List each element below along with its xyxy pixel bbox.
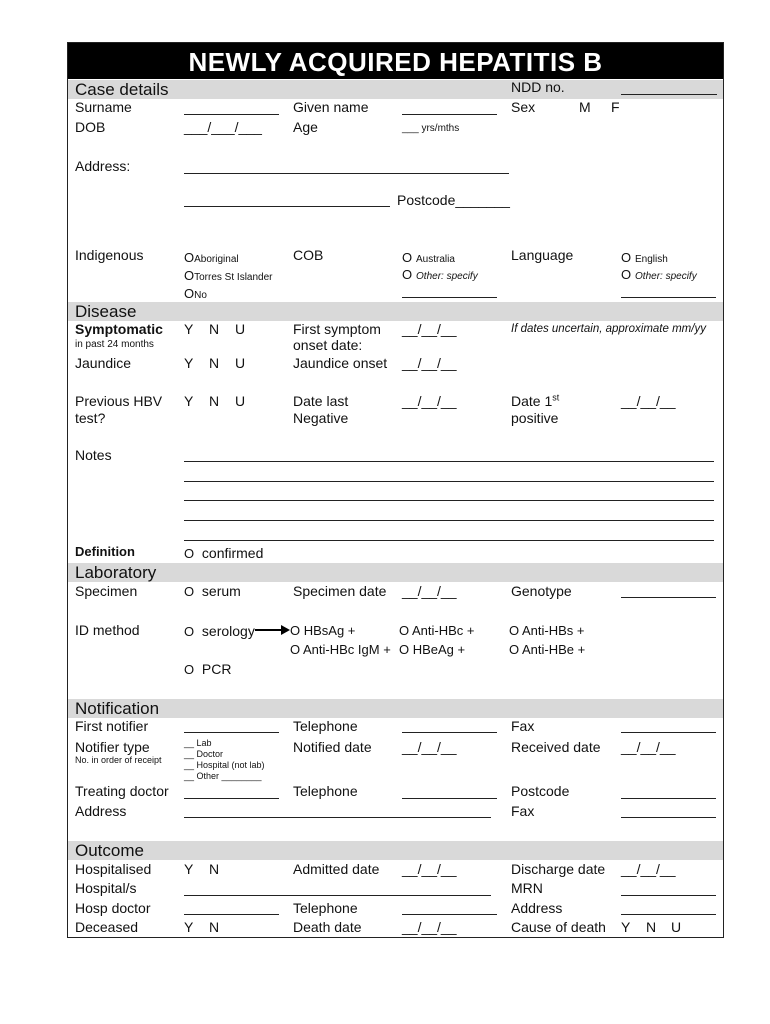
hbeag-option[interactable]: O HBeAg + bbox=[399, 642, 466, 657]
language-other-field[interactable] bbox=[621, 297, 716, 298]
notifier-option-lab[interactable]: __ Lab bbox=[184, 738, 212, 748]
cob-other-field[interactable] bbox=[402, 297, 497, 298]
hospitals-field[interactable] bbox=[184, 895, 491, 896]
uncertain-dates-note: If dates uncertain, approximate mm/yy bbox=[511, 323, 706, 335]
date-last-negative-label-2: Negative bbox=[293, 410, 349, 426]
indigenous-option-torres[interactable]: OTorres St Islander bbox=[184, 268, 273, 283]
hosp-telephone-label: Telephone bbox=[293, 900, 358, 916]
first-notifier-label: First notifier bbox=[75, 718, 149, 734]
anti-hbs-option[interactable]: O Anti-HBs + bbox=[509, 623, 585, 638]
given-name-field[interactable] bbox=[402, 114, 497, 115]
surname-field[interactable] bbox=[184, 114, 279, 115]
id-method-label: ID method bbox=[75, 622, 140, 638]
treating-doctor-field[interactable] bbox=[184, 798, 279, 799]
section-header-notification: Notification bbox=[68, 699, 723, 718]
jaundice-onset-date-field[interactable]: __/__/__ bbox=[402, 355, 457, 371]
first-symptom-label-2: onset date: bbox=[293, 337, 363, 353]
admitted-date-label: Admitted date bbox=[293, 861, 380, 877]
arrow-right-icon bbox=[255, 623, 291, 637]
cob-option-australia[interactable]: O Australia bbox=[402, 250, 455, 265]
death-date-label: Death date bbox=[293, 919, 362, 935]
symptomatic-u[interactable]: U bbox=[235, 321, 246, 337]
symptomatic-sublabel: in past 24 months bbox=[75, 339, 154, 350]
doctor-postcode-label: Postcode bbox=[511, 783, 570, 799]
notifier-option-hospital[interactable]: __ Hospital (not lab) bbox=[184, 760, 265, 770]
section-header-disease: Disease bbox=[68, 302, 723, 321]
cause-of-death-n[interactable]: N bbox=[646, 919, 657, 935]
hospitalised-n[interactable]: N bbox=[209, 861, 220, 877]
notifier-option-doctor[interactable]: __ Doctor bbox=[184, 749, 224, 759]
specimen-date-field[interactable]: __/__/__ bbox=[402, 583, 457, 599]
doctor-fax-field[interactable] bbox=[621, 817, 716, 818]
section-header-outcome: Outcome bbox=[68, 841, 723, 860]
notifier-type-label: Notifier type bbox=[75, 739, 150, 755]
indigenous-label: Indigenous bbox=[75, 247, 144, 263]
anti-hbe-option[interactable]: O Anti-HBe + bbox=[509, 642, 586, 657]
previous-hbv-label: Previous HBV bbox=[75, 393, 163, 409]
doctor-postcode-field[interactable] bbox=[621, 798, 716, 799]
ndd-label: NDD no. bbox=[511, 79, 565, 95]
mrn-label: MRN bbox=[511, 880, 543, 896]
hosp-telephone-field[interactable] bbox=[402, 914, 497, 915]
previous-hbv-y[interactable]: Y bbox=[184, 393, 194, 409]
doctor-telephone-label: Telephone bbox=[293, 783, 358, 799]
symptomatic-n[interactable]: N bbox=[209, 321, 220, 337]
language-label: Language bbox=[511, 247, 574, 263]
hbsag-option[interactable]: O HBsAg + bbox=[290, 623, 356, 638]
symptomatic-label: Symptomatic bbox=[75, 321, 163, 337]
hosp-address-label: Address bbox=[511, 900, 563, 916]
hosp-doctor-field[interactable] bbox=[184, 914, 279, 915]
previous-hbv-n[interactable]: N bbox=[209, 393, 220, 409]
jaundice-u[interactable]: U bbox=[235, 355, 246, 371]
hospitalised-label: Hospitalised bbox=[75, 861, 152, 877]
doctor-address-field[interactable] bbox=[184, 817, 491, 818]
cause-of-death-u[interactable]: U bbox=[671, 919, 682, 935]
jaundice-y[interactable]: Y bbox=[184, 355, 194, 371]
notifier-telephone-label: Telephone bbox=[293, 718, 358, 734]
hospitalised-y[interactable]: Y bbox=[184, 861, 194, 877]
pcr-option[interactable]: O PCR bbox=[184, 661, 232, 677]
section-header-laboratory: Laboratory bbox=[68, 563, 723, 582]
address-label: Address: bbox=[75, 158, 131, 174]
previous-hbv-u[interactable]: U bbox=[235, 393, 246, 409]
genotype-field[interactable] bbox=[621, 597, 716, 598]
date-last-negative-label: Date last bbox=[293, 393, 349, 409]
postcode-label[interactable]: Postcode_______ bbox=[397, 192, 510, 208]
notifier-option-other[interactable]: __ Other ________ bbox=[184, 771, 262, 781]
language-option-english[interactable]: O English bbox=[621, 250, 668, 265]
date-first-positive-label: Date 1st bbox=[511, 392, 560, 409]
serology-option[interactable]: O serology bbox=[184, 623, 255, 639]
genotype-label: Genotype bbox=[511, 583, 572, 599]
received-date-field[interactable]: __/__/__ bbox=[621, 739, 676, 755]
cause-of-death-label: Cause of death bbox=[511, 919, 606, 935]
indigenous-option-no[interactable]: ONo bbox=[184, 286, 207, 301]
hosp-address-field[interactable] bbox=[621, 914, 716, 915]
dob-field[interactable]: ___/___/___ bbox=[184, 119, 262, 135]
sex-m-option[interactable]: M bbox=[579, 99, 591, 115]
deceased-n[interactable]: N bbox=[209, 919, 220, 935]
address-line-2[interactable] bbox=[184, 206, 390, 207]
ndd-field[interactable] bbox=[621, 94, 717, 95]
notified-date-label: Notified date bbox=[293, 739, 372, 755]
anti-hbc-igm-option[interactable]: O Anti-HBc IgM + bbox=[290, 642, 391, 657]
mrn-field[interactable] bbox=[621, 895, 716, 896]
discharge-date-label: Discharge date bbox=[511, 861, 606, 877]
surname-label: Surname bbox=[75, 99, 132, 115]
age-field[interactable]: ___ yrs/mths bbox=[402, 123, 460, 134]
discharge-date-field[interactable]: __/__/__ bbox=[621, 861, 676, 877]
received-date-label: Received date bbox=[511, 739, 601, 755]
jaundice-onset-label: Jaundice onset bbox=[293, 355, 388, 371]
first-symptom-label: First symptom bbox=[293, 321, 381, 337]
date-last-negative-field[interactable]: __/__/__ bbox=[402, 393, 457, 409]
sex-label: Sex bbox=[511, 99, 536, 115]
notifier-type-note: No. in order of receipt bbox=[75, 755, 162, 765]
notifier-fax-label: Fax bbox=[511, 718, 535, 734]
doctor-telephone-field[interactable] bbox=[402, 798, 497, 799]
jaundice-n[interactable]: N bbox=[209, 355, 220, 371]
notes-label: Notes bbox=[75, 447, 112, 463]
doctor-fax-label: Fax bbox=[511, 803, 535, 819]
treating-doctor-label: Treating doctor bbox=[75, 783, 169, 799]
jaundice-label: Jaundice bbox=[75, 355, 132, 371]
notified-date-field[interactable]: __/__/__ bbox=[402, 739, 457, 755]
specimen-date-label: Specimen date bbox=[293, 583, 387, 599]
death-date-field[interactable]: __/__/__ bbox=[402, 919, 457, 935]
previous-hbv-label-2: test? bbox=[75, 410, 106, 426]
symptomatic-y[interactable]: Y bbox=[184, 321, 194, 337]
deceased-label: Deceased bbox=[75, 919, 139, 935]
given-name-label: Given name bbox=[293, 99, 369, 115]
specimen-serum-option[interactable]: O serum bbox=[184, 583, 241, 599]
sex-f-option[interactable]: F bbox=[611, 99, 620, 115]
notes-line-1[interactable] bbox=[184, 461, 714, 462]
hosp-doctor-label: Hosp doctor bbox=[75, 900, 151, 916]
cause-of-death-y[interactable]: Y bbox=[621, 919, 631, 935]
hospitals-label: Hospital/s bbox=[75, 880, 137, 896]
notes-line-3[interactable] bbox=[184, 500, 714, 501]
notes-line-2[interactable] bbox=[184, 481, 714, 482]
first-notifier-field[interactable] bbox=[184, 732, 279, 733]
language-option-other[interactable]: O Other: specify bbox=[621, 267, 697, 282]
cob-option-other[interactable]: O Other: specify bbox=[402, 267, 478, 282]
hepatitis-b-form bbox=[67, 42, 724, 938]
date-first-positive-field[interactable]: __/__/__ bbox=[621, 393, 676, 409]
indigenous-option-aboriginal[interactable]: OAboriginal bbox=[184, 250, 239, 265]
form-title: NEWLY ACQUIRED HEPATITIS B bbox=[68, 43, 723, 79]
dob-label: DOB bbox=[75, 119, 106, 135]
specimen-label: Specimen bbox=[75, 583, 138, 599]
address-line-1[interactable] bbox=[184, 173, 509, 174]
age-label: Age bbox=[293, 119, 318, 135]
date-first-positive-label-2: positive bbox=[511, 410, 559, 426]
section-header-case-details: Case details bbox=[68, 80, 723, 99]
definition-label: Definition bbox=[75, 544, 135, 559]
doctor-address-label: Address bbox=[75, 803, 127, 819]
deceased-y[interactable]: Y bbox=[184, 919, 194, 935]
notifier-fax-field[interactable] bbox=[621, 732, 716, 733]
anti-hbc-option[interactable]: O Anti-HBc + bbox=[399, 623, 475, 638]
cob-label: COB bbox=[293, 247, 324, 263]
first-symptom-date-field[interactable]: __/__/__ bbox=[402, 321, 457, 337]
admitted-date-field[interactable]: __/__/__ bbox=[402, 861, 457, 877]
notifier-telephone-field[interactable] bbox=[402, 732, 497, 733]
definition-confirmed-option[interactable]: O confirmed bbox=[184, 545, 264, 561]
notes-line-5[interactable] bbox=[184, 540, 714, 541]
notes-line-4[interactable] bbox=[184, 520, 714, 521]
